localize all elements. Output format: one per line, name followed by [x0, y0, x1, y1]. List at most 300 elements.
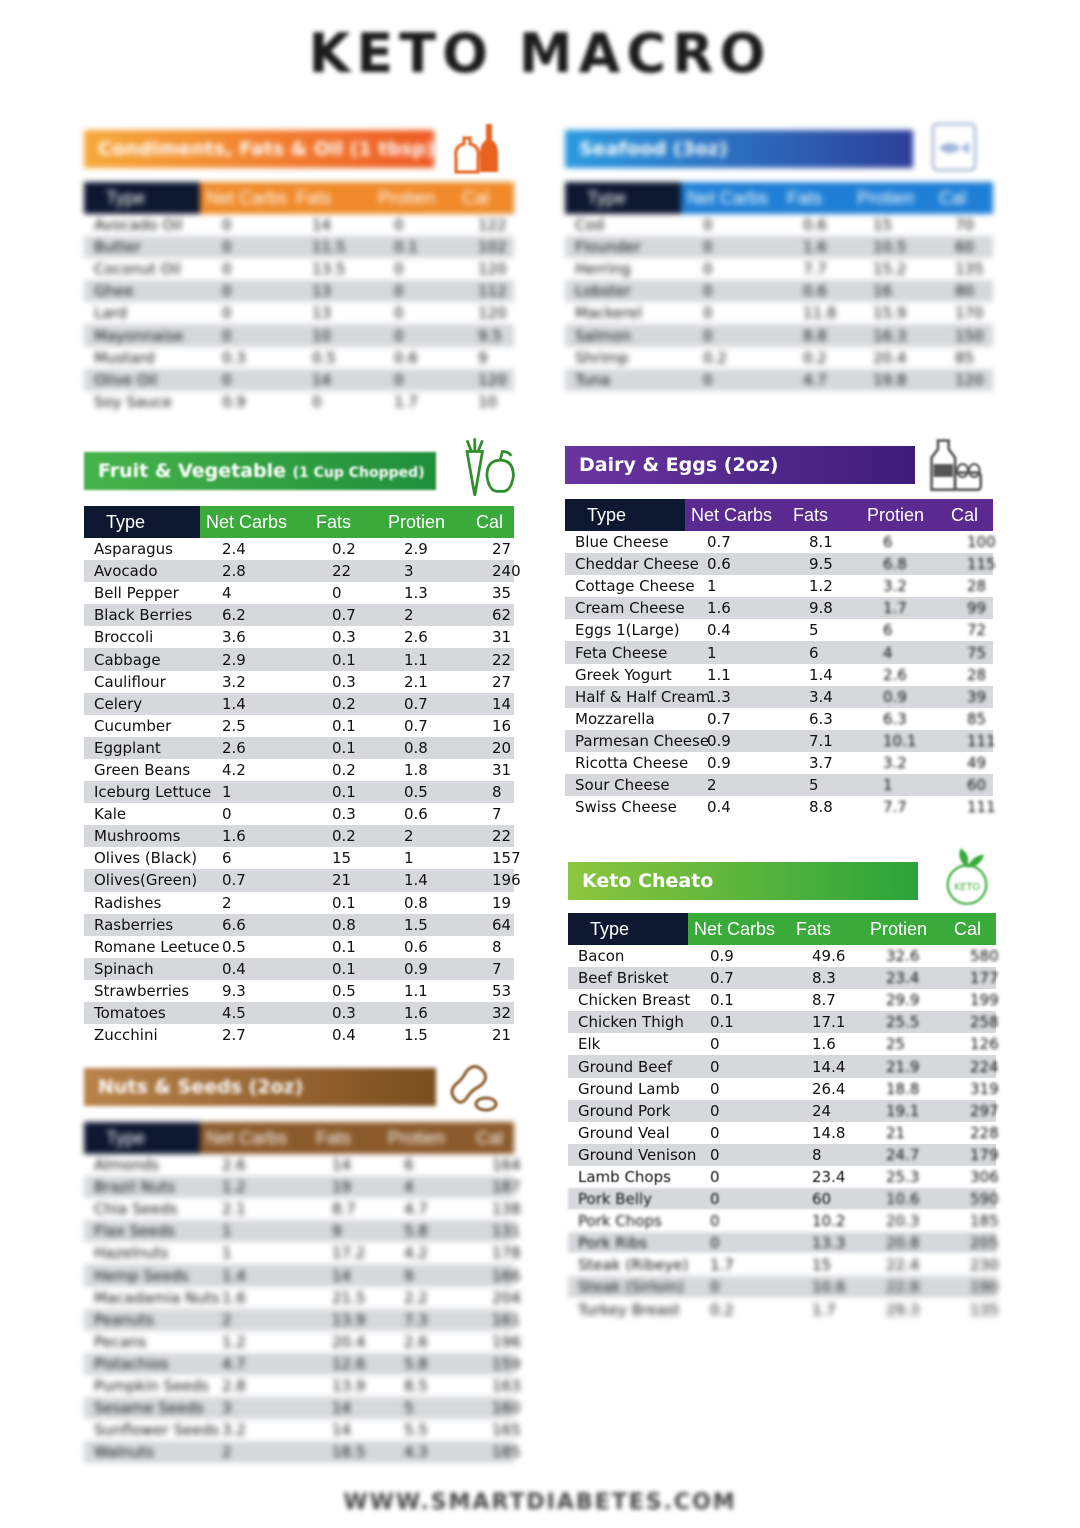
- cell-fats: 11.5: [312, 238, 346, 257]
- cell-net-carbs: 2.8: [222, 562, 246, 581]
- nuts-table-header: [84, 1122, 514, 1154]
- table-row: [84, 391, 514, 413]
- cell-type: Tomatoes: [94, 1004, 166, 1023]
- cell-fats: 10.6: [812, 1278, 846, 1297]
- cell-type: Steak (Sirloin): [578, 1278, 684, 1297]
- table-row: [568, 989, 999, 1011]
- cell-fats: 0.4: [332, 1026, 356, 1045]
- cell-type: Cheddar Cheese: [575, 555, 699, 574]
- cell-fats: 0.2: [803, 348, 827, 367]
- cell-protein: 1.1: [404, 981, 428, 1000]
- cell-cal: 31: [492, 760, 512, 779]
- cell-protein: 22.4: [886, 1256, 920, 1275]
- table-row: [84, 1154, 521, 1176]
- cell-type: Almonds: [94, 1156, 160, 1175]
- table-row: [565, 686, 993, 708]
- cell-protein: 3.2: [883, 577, 907, 596]
- table-row: [565, 280, 993, 302]
- cell-cal: 102: [478, 238, 507, 257]
- cell-net-carbs: 6: [222, 849, 232, 868]
- cell-net-carbs: 0.4: [222, 959, 246, 978]
- cell-cal: 306: [970, 1167, 999, 1186]
- cell-fats: 9.5: [809, 555, 833, 574]
- cell-type: Feta Cheese: [575, 643, 668, 662]
- nuts-section: [84, 1068, 521, 1462]
- cell-protein: 22.8: [886, 1278, 920, 1297]
- cell-cal: 196: [492, 1332, 521, 1351]
- cell-type: Lard: [94, 304, 127, 323]
- cell-fats: 8.1: [809, 533, 833, 552]
- cell-type: Rasberries: [94, 915, 174, 934]
- cell-net-carbs: 1.4: [222, 1266, 246, 1285]
- cell-fats: 0.3: [332, 805, 356, 824]
- cell-fats: 8: [812, 1145, 822, 1164]
- cell-cal: 62: [492, 606, 512, 625]
- table-row: [565, 774, 993, 796]
- cell-type: Beef Brisket: [578, 969, 669, 988]
- table-row: [84, 324, 514, 346]
- cell-type: Lobster: [575, 282, 631, 301]
- cell-protein: 1.8: [404, 760, 428, 779]
- table-row: [84, 302, 514, 324]
- cell-fats: 20.4: [332, 1332, 366, 1351]
- cell-cal: 7: [492, 805, 502, 824]
- cell-cal: 112: [478, 282, 507, 301]
- cell-net-carbs: 1.2: [222, 1332, 246, 1351]
- column-header-cal: Cal: [948, 913, 996, 945]
- cell-fats: 7.7: [803, 260, 827, 279]
- column-header-protein: Protien: [861, 499, 945, 531]
- cell-cal: 190: [970, 1278, 999, 1297]
- cell-type: Green Beans: [94, 760, 191, 779]
- table-row: [84, 214, 514, 236]
- column-header-net-carbs: Net Carbs: [688, 913, 790, 945]
- cell-protein: 0: [394, 216, 404, 235]
- cell-fats: 11.8: [803, 304, 837, 323]
- cell-protein: 0.6: [404, 805, 428, 824]
- cell-type: Eggplant: [94, 738, 161, 757]
- cell-type: Salmon: [575, 326, 632, 345]
- cell-net-carbs: 1.1: [707, 665, 731, 684]
- oil-bottles-icon: [446, 118, 504, 176]
- cell-cal: 319: [970, 1079, 999, 1098]
- cell-type: Cucumber: [94, 716, 172, 735]
- cell-cal: 9: [478, 348, 488, 367]
- cell-protein: 7.3: [404, 1310, 428, 1329]
- table-row: [84, 1419, 521, 1441]
- cell-fats: 15: [812, 1256, 832, 1275]
- cell-protein: 18.8: [886, 1079, 920, 1098]
- column-header-type: Type: [84, 182, 200, 214]
- cell-type: Celery: [94, 694, 143, 713]
- cell-type: Iceburg Lettuce: [94, 783, 212, 802]
- cell-net-carbs: 3.2: [222, 1421, 246, 1440]
- cell-fats: 13: [312, 282, 332, 301]
- column-header-type: Type: [568, 913, 688, 945]
- cell-fats: 0.7: [332, 606, 356, 625]
- cell-cal: 170: [955, 304, 984, 323]
- cell-fats: 9: [332, 1222, 342, 1241]
- table-row: [565, 553, 996, 575]
- cell-protein: 4.7: [404, 1200, 428, 1219]
- cell-net-carbs: 0: [222, 282, 232, 301]
- cell-cal: 49: [967, 753, 987, 772]
- cell-protein: 20.4: [873, 348, 907, 367]
- cell-fats: 17.2: [332, 1244, 366, 1263]
- cell-cal: 157: [492, 849, 521, 868]
- cell-net-carbs: 0: [710, 1278, 720, 1297]
- cell-net-carbs: 2.6: [222, 738, 246, 757]
- column-header-fats: Fats: [787, 499, 861, 531]
- table-row: [565, 531, 996, 553]
- column-header-type: Type: [565, 182, 681, 214]
- cell-cal: 580: [970, 947, 999, 966]
- nuts-heading: Nuts & Seeds (2oz): [98, 1076, 304, 1098]
- cell-net-carbs: 0.1: [710, 1013, 734, 1032]
- table-row: [84, 626, 514, 648]
- cell-net-carbs: 1.6: [222, 1288, 246, 1307]
- cell-cal: 115: [967, 555, 996, 574]
- cell-cal: 187: [492, 1178, 521, 1197]
- cell-fats: 14: [332, 1266, 352, 1285]
- nuts-banner: [84, 1068, 436, 1106]
- fruit-veg-heading: Fruit & Vegetable: [98, 460, 286, 482]
- cell-fats: 0.2: [332, 694, 356, 713]
- table-row: [84, 1331, 521, 1353]
- table-row: [565, 258, 993, 280]
- cell-net-carbs: 4.5: [222, 1004, 246, 1023]
- cell-fats: 10.2: [812, 1212, 846, 1231]
- cell-type: Peanuts: [94, 1310, 154, 1329]
- cell-fats: 14: [332, 1421, 352, 1440]
- table-row: [84, 604, 514, 626]
- cell-type: Cauliflour: [94, 672, 166, 691]
- cell-fats: 0: [312, 392, 322, 411]
- cell-type: Mackerel: [575, 304, 642, 323]
- table-row: [565, 236, 993, 258]
- cell-net-carbs: 0: [222, 370, 232, 389]
- cell-net-carbs: 1: [707, 643, 717, 662]
- table-row: [84, 347, 514, 369]
- cell-cal: 8: [492, 783, 502, 802]
- column-header-type: Type: [84, 506, 200, 538]
- cell-cal: 164: [492, 1156, 521, 1175]
- dairy-table-header: [565, 499, 993, 531]
- cell-protein: 5.8: [404, 1354, 428, 1373]
- cell-fats: 0.1: [332, 716, 356, 735]
- cell-net-carbs: 2.4: [222, 540, 246, 559]
- table-row: [84, 958, 514, 980]
- cell-net-carbs: 1: [222, 1244, 232, 1263]
- cell-protein: 2.6: [404, 1332, 428, 1351]
- cell-cal: 179: [970, 1145, 999, 1164]
- cell-cal: 39: [967, 687, 987, 706]
- table-row: [84, 825, 514, 847]
- table-row: [565, 324, 993, 346]
- cell-net-carbs: 0: [222, 260, 232, 279]
- nuts-table: [84, 1122, 521, 1463]
- table-row: [84, 892, 514, 914]
- cell-type: Pistachios: [94, 1354, 169, 1373]
- fruit_veg-table-body: [84, 538, 521, 1046]
- cell-net-carbs: 0: [222, 238, 232, 257]
- cell-protein: 1.7: [883, 599, 907, 618]
- cell-fats: 10: [312, 326, 332, 345]
- cell-fats: 22: [332, 562, 352, 581]
- cell-fats: 0.6: [803, 216, 827, 235]
- cell-cal: 35: [492, 584, 512, 603]
- cell-cal: 205: [970, 1234, 999, 1253]
- cell-protein: 0.6: [394, 348, 418, 367]
- cell-net-carbs: 3.2: [222, 672, 246, 691]
- cell-fats: 6.3: [809, 709, 833, 728]
- cell-fats: 17.1: [812, 1013, 846, 1032]
- cell-cal: 70: [955, 216, 975, 235]
- cell-cal: 120: [478, 304, 507, 323]
- cell-fats: 13.9: [332, 1310, 366, 1329]
- cell-cal: 21: [492, 1026, 512, 1045]
- cell-type: Radishes: [94, 893, 162, 912]
- cell-cal: 31: [492, 628, 512, 647]
- cell-protein: 2.6: [404, 628, 428, 647]
- table-row: [84, 648, 514, 670]
- cell-net-carbs: 0: [703, 238, 713, 257]
- cell-fats: 0: [332, 584, 342, 603]
- condiments-table-header: [84, 182, 514, 214]
- column-header-fats: Fats: [781, 182, 851, 214]
- cell-net-carbs: 0: [222, 304, 232, 323]
- cell-net-carbs: 2.9: [222, 650, 246, 669]
- cell-cal: 75: [967, 643, 987, 662]
- cell-net-carbs: 0: [703, 282, 713, 301]
- cell-protein: 1.5: [404, 1026, 428, 1045]
- cell-fats: 8.7: [812, 991, 836, 1010]
- table-row: [84, 280, 514, 302]
- nuts-table-body: [84, 1154, 521, 1463]
- cell-type: Flax Seeds: [94, 1222, 175, 1241]
- cell-net-carbs: 1: [222, 1222, 232, 1241]
- cell-type: Tuna: [575, 370, 611, 389]
- cell-net-carbs: 9.3: [222, 981, 246, 1000]
- cell-cal: 10: [478, 392, 498, 411]
- column-header-cal: Cal: [945, 499, 993, 531]
- cell-type: Romane Leetuce: [94, 937, 220, 956]
- cell-protein: 0.7: [404, 694, 428, 713]
- cell-cal: 228: [970, 1123, 999, 1142]
- cell-fats: 0.5: [312, 348, 336, 367]
- cell-fats: 1.7: [812, 1300, 836, 1319]
- cell-type: Chicken Thigh: [578, 1013, 684, 1032]
- cell-net-carbs: 2.7: [222, 1026, 246, 1045]
- cell-cal: 120: [955, 370, 984, 389]
- column-header-fats: Fats: [290, 182, 372, 214]
- cell-protein: 5.8: [404, 1222, 428, 1241]
- cell-cal: 120: [478, 370, 507, 389]
- cell-type: Ghee: [94, 282, 134, 301]
- cell-protein: 0.5: [404, 783, 428, 802]
- cell-protein: 4: [883, 643, 893, 662]
- cell-fats: 13.9: [332, 1376, 366, 1395]
- cell-cal: 258: [970, 1013, 999, 1032]
- table-row: [568, 1232, 999, 1254]
- table-row: [568, 945, 999, 967]
- cell-type: Cottage Cheese: [575, 577, 695, 596]
- cell-net-carbs: 2: [222, 1310, 232, 1329]
- cell-type: Macadamia Nuts: [94, 1288, 220, 1307]
- cell-type: Greek Yogurt: [575, 665, 672, 684]
- cell-protein: 9: [404, 1266, 414, 1285]
- column-header-type: Type: [84, 1122, 200, 1154]
- cell-protein: 5: [404, 1399, 414, 1418]
- table-row: [565, 664, 993, 686]
- cell-protein: 29.9: [886, 991, 920, 1010]
- cell-protein: 4: [404, 1178, 414, 1197]
- seafood-table-body: [565, 214, 993, 391]
- table-row: [565, 796, 996, 818]
- cell-net-carbs: 4.7: [222, 1354, 246, 1373]
- cell-cal: 159: [492, 1354, 521, 1373]
- cell-fats: 8.7: [332, 1200, 356, 1219]
- cell-protein: 2: [404, 827, 414, 846]
- cell-cal: 20: [492, 738, 512, 757]
- cell-protein: 6.8: [883, 555, 907, 574]
- cell-type: Turkey Breast: [578, 1300, 680, 1319]
- cell-fats: 0.2: [332, 827, 356, 846]
- cell-cal: 138: [492, 1200, 521, 1219]
- table-row: [84, 582, 514, 604]
- cell-type: Bell Pepper: [94, 584, 179, 603]
- cell-net-carbs: 0.9: [707, 753, 731, 772]
- cell-fats: 14: [312, 370, 332, 389]
- cell-type: Hemp Seeds: [94, 1266, 189, 1285]
- table-row: [565, 347, 993, 369]
- cell-protein: 0: [394, 282, 404, 301]
- cell-fats: 15: [332, 849, 352, 868]
- table-row: [565, 302, 993, 324]
- condiments-table: [84, 182, 514, 413]
- table-row: [84, 869, 521, 891]
- cell-protein: 0.6: [404, 937, 428, 956]
- column-header-fats: Fats: [790, 913, 864, 945]
- carrot-apple-icon: [456, 436, 520, 500]
- cell-type: Avocado Oil: [94, 216, 183, 235]
- cell-net-carbs: 1.4: [222, 694, 246, 713]
- cell-net-carbs: 1.6: [222, 827, 246, 846]
- table-row: [565, 641, 993, 663]
- cell-fats: 60: [812, 1190, 832, 1209]
- cell-protein: 1.7: [394, 392, 418, 411]
- cell-protein: 19.8: [873, 370, 907, 389]
- cell-protein: 4.3: [404, 1443, 428, 1462]
- table-row: [84, 1287, 521, 1309]
- cell-cal: 297: [970, 1101, 999, 1120]
- column-header-protein: Protien: [382, 1122, 470, 1154]
- cell-fats: 14: [332, 1399, 352, 1418]
- condiments-table-body: [84, 214, 514, 413]
- cell-protein: 1.6: [404, 1004, 428, 1023]
- cell-cal: 53: [492, 981, 512, 1000]
- cell-cal: 165: [492, 1421, 521, 1440]
- cell-net-carbs: 0: [710, 1234, 720, 1253]
- cell-protein: 2: [404, 606, 414, 625]
- cell-type: Mozzarella: [575, 709, 655, 728]
- cell-protein: 2.1: [404, 672, 428, 691]
- cell-type: Zucchini: [94, 1026, 158, 1045]
- cell-cal: 16: [492, 716, 512, 735]
- cell-type: Walnuts: [94, 1443, 154, 1462]
- cell-net-carbs: 0.7: [707, 533, 731, 552]
- cell-cal: 27: [492, 540, 512, 559]
- cell-type: Butter: [94, 238, 141, 257]
- cell-fats: 18.5: [332, 1443, 366, 1462]
- cell-fats: 0.1: [332, 959, 356, 978]
- table-row: [565, 214, 993, 236]
- cell-fats: 1.6: [812, 1035, 836, 1054]
- table-row: [568, 1299, 999, 1321]
- cell-cal: 135: [955, 260, 984, 279]
- cell-type: Parmesan Cheese: [575, 731, 710, 750]
- cell-fats: 0.3: [332, 672, 356, 691]
- table-row: [84, 737, 514, 759]
- cell-type: Ground Beef: [578, 1057, 672, 1076]
- cell-cal: 85: [967, 709, 987, 728]
- cell-cal: 131: [492, 1222, 521, 1241]
- table-row: [565, 575, 993, 597]
- cell-type: Spinach: [94, 959, 154, 978]
- cell-type: Flounder: [575, 238, 641, 257]
- cell-fats: 13.3: [812, 1234, 846, 1253]
- cell-fats: 0.1: [332, 893, 356, 912]
- cell-net-carbs: 0: [703, 370, 713, 389]
- cell-net-carbs: 0: [710, 1079, 720, 1098]
- table-row: [568, 1210, 999, 1232]
- cell-type: Strawberries: [94, 981, 190, 1000]
- table-row: [568, 1188, 999, 1210]
- table-row: [565, 752, 993, 774]
- cell-cal: 120: [478, 260, 507, 279]
- cell-cal: 135: [970, 1300, 999, 1319]
- cell-net-carbs: 0: [710, 1145, 720, 1164]
- cell-fats: 14: [312, 216, 332, 235]
- cell-fats: 14.4: [812, 1057, 846, 1076]
- cell-protein: 19.1: [886, 1101, 920, 1120]
- condiments-banner: [84, 130, 434, 168]
- cell-net-carbs: 2.5: [222, 716, 246, 735]
- cell-type: Pumpkin Seeds: [94, 1376, 209, 1395]
- cell-protein: 1.5: [404, 915, 428, 934]
- cell-net-carbs: 0.4: [707, 621, 731, 640]
- cell-net-carbs: 0.6: [707, 555, 731, 574]
- milk-eggs-icon: [923, 432, 985, 494]
- seafood-heading: Seafood (3oz): [579, 138, 728, 160]
- cell-cal: 161: [492, 1310, 521, 1329]
- cell-type: Kale: [94, 805, 127, 824]
- cell-protein: 6.3: [883, 709, 907, 728]
- cell-net-carbs: 0: [703, 326, 713, 345]
- cell-net-carbs: 0: [710, 1167, 720, 1186]
- cell-fats: 0.1: [332, 937, 356, 956]
- cell-type: Shrimp: [575, 348, 629, 367]
- cell-cal: 166: [492, 1266, 521, 1285]
- cell-cal: 204: [492, 1288, 521, 1307]
- cell-net-carbs: 0: [222, 326, 232, 345]
- cell-net-carbs: 0.9: [707, 731, 731, 750]
- cell-type: Olive Oil: [94, 370, 158, 389]
- cell-cal: 9.5: [478, 326, 502, 345]
- cell-protein: 0.7: [404, 716, 428, 735]
- fruit-veg-banner: [84, 452, 436, 490]
- table-row: [84, 1002, 514, 1024]
